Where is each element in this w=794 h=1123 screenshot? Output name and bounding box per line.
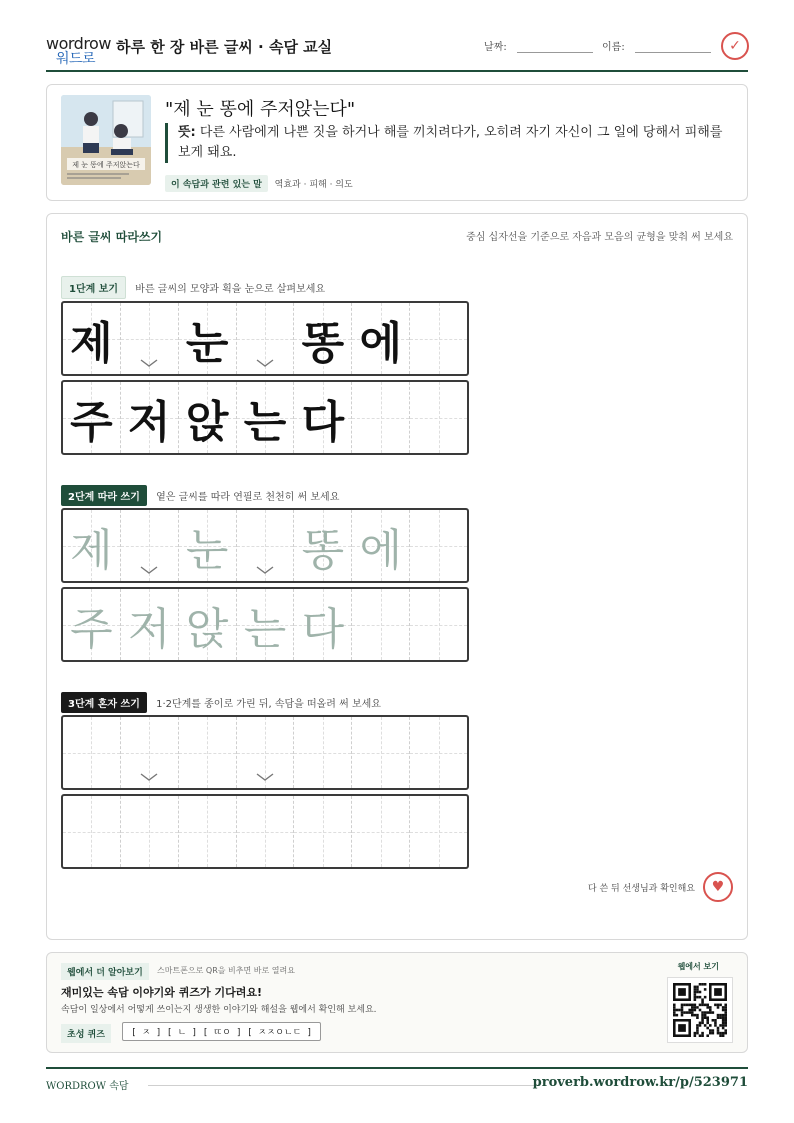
meaning-label: 뜻:: [178, 125, 196, 140]
web-more-headline: 재미있는 속담 이야기와 퀴즈가 기다려요!: [61, 986, 262, 999]
step-1-badge: 1단계 보기: [61, 276, 126, 299]
grid-character: 주: [70, 396, 113, 448]
step-3-row-1[interactable]: [61, 715, 469, 790]
grid-character: 다: [301, 603, 345, 655]
wordrow-logo: [46, 34, 111, 67]
grid-character: 앉: [185, 396, 229, 448]
grid-cell[interactable]: [63, 796, 121, 867]
grid-character: 는: [243, 603, 287, 655]
grid-cell[interactable]: [121, 589, 179, 660]
confirm-text: 다 쓴 뒤 선생님과 확인해요: [587, 883, 695, 894]
date-field[interactable]: [484, 38, 593, 53]
related-words: [165, 175, 353, 192]
grid-cell[interactable]: [121, 510, 179, 581]
grid-cell[interactable]: [352, 589, 410, 660]
proverb-illustration: [61, 95, 151, 185]
grid-cell: [294, 303, 352, 374]
logo-wordmark: wordrow: [46, 34, 111, 53]
step-3-header: [61, 692, 381, 713]
space-mark-icon: [140, 565, 158, 575]
grid-cell[interactable]: [352, 510, 410, 581]
space-mark-icon: [256, 565, 274, 575]
step-1-row-1: [61, 301, 469, 376]
grid-character: 눈: [185, 317, 229, 369]
grid-cell: [294, 382, 352, 453]
name-label: 이름:: [602, 42, 625, 53]
grid-cell[interactable]: [410, 717, 467, 788]
footer-divider: [148, 1085, 538, 1086]
grid-cell[interactable]: [179, 589, 237, 660]
step-3-row-2[interactable]: [61, 794, 469, 869]
grid-cell[interactable]: [237, 589, 295, 660]
grid-cell[interactable]: [63, 717, 121, 788]
grid-cell: [179, 303, 237, 374]
grid-cell[interactable]: [237, 796, 295, 867]
grid-character: 는: [243, 396, 287, 448]
step-2-row-2[interactable]: [61, 587, 469, 662]
grid-character: 똥: [301, 524, 345, 576]
grid-cell[interactable]: [410, 589, 467, 660]
grid-cell: [237, 382, 295, 453]
grid-cell[interactable]: [410, 510, 467, 581]
page-title: 하루 한 장 바른 글씨 · 속담 교실: [116, 38, 333, 56]
practice-note: 중심 십자선을 기준으로 자음과 모음의 균형을 맞춰 써 보세요: [466, 232, 733, 243]
grid-cell: [410, 382, 467, 453]
grid-character: 주: [70, 603, 113, 655]
grid-cell[interactable]: [121, 717, 179, 788]
grid-cell: [352, 303, 410, 374]
step-2-row-1[interactable]: [61, 508, 469, 583]
grid-cell[interactable]: [179, 510, 237, 581]
step-2-header: [61, 485, 339, 506]
meaning-text: 다른 사람에게 나쁜 짓을 하거나 해를 끼치려다가, 오히려 자기 자신이 그 일에 당해서 피해를 보게 돼요.: [178, 125, 723, 160]
grid-cell[interactable]: [237, 717, 295, 788]
grid-cell: [410, 303, 467, 374]
grid-character: 에: [359, 524, 402, 576]
grid-cell[interactable]: [294, 510, 352, 581]
page-footer: [46, 1067, 748, 1092]
grid-character: 제: [70, 317, 113, 369]
step-3-desc: 1·2단계를 종이로 가린 뒤, 속담을 떠올려 써 보세요: [156, 699, 381, 710]
step-1-desc: 바른 글씨의 모양과 획을 눈으로 살펴보세요: [135, 284, 326, 295]
grid-cell[interactable]: [410, 796, 467, 867]
web-more-tag: 웹에서 더 알아보기: [61, 963, 149, 980]
step-2-badge: 2단계 따라 쓰기: [61, 485, 147, 506]
step-3-badge: 3단계 혼자 쓰기: [61, 692, 147, 713]
grid-cell[interactable]: [179, 796, 237, 867]
date-blank[interactable]: [517, 41, 593, 53]
grid-cell[interactable]: [237, 510, 295, 581]
proverb-title: "제 눈 똥에 주저앉는다": [165, 99, 356, 120]
step-2-desc: 옅은 글씨를 따라 연필로 천천히 써 보세요: [156, 492, 340, 503]
web-more-body: 속담이 일상에서 어떻게 쓰이는지 생생한 이야기와 해설을 웹에서 확인해 보세요.: [61, 1005, 377, 1015]
step-1-row-2: [61, 380, 469, 455]
grid-character: 에: [359, 317, 402, 369]
grid-cell[interactable]: [63, 589, 121, 660]
web-more-box: [46, 952, 748, 1053]
step-1-header: [61, 276, 325, 299]
practice-title: 바른 글씨 따라쓰기: [61, 230, 163, 244]
grid-character: 앉: [185, 603, 229, 655]
grid-character: 저: [128, 603, 171, 655]
grid-cell: [121, 382, 179, 453]
proverb-card: [46, 84, 748, 201]
grid-cell[interactable]: [179, 717, 237, 788]
related-words-list: 역효과 · 피해 · 의도: [274, 180, 353, 190]
grid-cell[interactable]: [352, 796, 410, 867]
space-mark-icon: [256, 772, 274, 782]
web-view-label: 웹에서 보기: [677, 962, 719, 971]
grid-cell: [121, 303, 179, 374]
grid-cell: [63, 382, 121, 453]
grid-cell[interactable]: [352, 717, 410, 788]
grid-character: 똥: [301, 317, 345, 369]
date-label: 날짜:: [484, 42, 507, 53]
space-mark-icon: [140, 772, 158, 782]
practice-section: [46, 213, 748, 940]
grid-character: 저: [128, 396, 171, 448]
grid-cell[interactable]: [121, 796, 179, 867]
grid-cell[interactable]: [63, 510, 121, 581]
footer-brand: WORDROW 속담: [46, 1081, 129, 1092]
grid-cell[interactable]: [294, 796, 352, 867]
name-blank[interactable]: [635, 41, 711, 53]
grid-character: 눈: [185, 524, 229, 576]
grid-cell: [63, 303, 121, 374]
grid-cell[interactable]: [294, 717, 352, 788]
web-more-note: 스마트폰으로 QR을 비추면 바로 열려요: [157, 966, 295, 975]
related-label: 이 속담과 관련 있는 말: [165, 175, 268, 192]
logo-hangul: 워드로: [56, 51, 96, 67]
grid-cell[interactable]: [294, 589, 352, 660]
grid-cell: [352, 382, 410, 453]
name-field[interactable]: [602, 38, 711, 53]
grid-cell: [237, 303, 295, 374]
space-mark-icon: [140, 358, 158, 368]
teacher-confirm: [588, 872, 733, 902]
check-stamp-icon: ✓: [721, 32, 749, 60]
qr-code-icon[interactable]: [667, 977, 733, 1043]
grid-cell: [179, 382, 237, 453]
page-header: [46, 28, 748, 72]
space-mark-icon: [256, 358, 274, 368]
initial-consonant-quiz: [ ㅈ ] [ ㄴ ] [ ㄸㅇ ] [ ㅈㅈㅇㄴㄷ ]: [122, 1022, 321, 1041]
footer-url[interactable]: proverb.wordrow.kr/p/523971: [532, 1075, 748, 1090]
heart-seal-icon: ♥: [703, 872, 733, 902]
proverb-meaning: [165, 123, 725, 163]
grid-character: 다: [301, 396, 345, 448]
thumbnail-caption: 제 눈 똥에 주저앉는다: [72, 161, 140, 169]
quiz-label: 초성 퀴즈: [61, 1024, 111, 1043]
grid-character: 제: [70, 524, 113, 576]
